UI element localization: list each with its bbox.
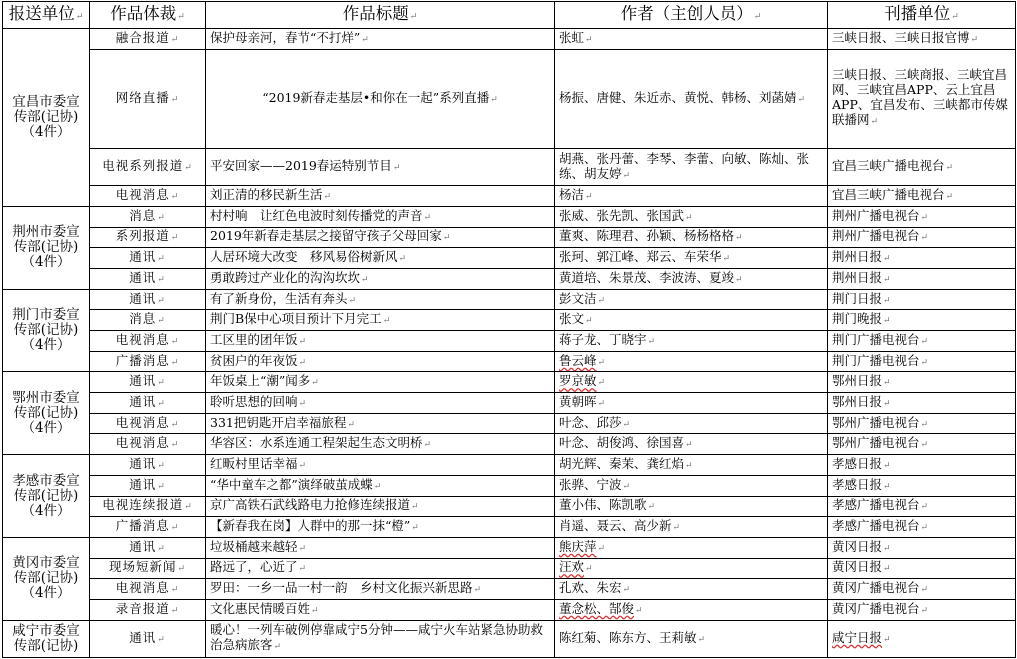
authors-cell: 张威、张先凯、张国武↵	[555, 206, 828, 227]
genre-cell: 消息↵	[90, 310, 206, 331]
title-cell: 贫困户的年夜饭↵	[206, 351, 555, 372]
genre-cell: 电视连续报道↵	[90, 496, 206, 517]
title-cell: 华容区：水系连通工程架起生态文明桥↵	[206, 434, 555, 455]
title-cell: 荆门B保中心项目预计下月完工↵	[206, 310, 555, 331]
table-row	[3, 186, 1016, 207]
authors-cell: 熊庆萍↵	[555, 537, 828, 558]
authors-cell: 杨洁↵	[555, 186, 828, 207]
outlet-cell: 荆门广播电视台↵	[828, 331, 1016, 352]
authors-cell: 孔欢、朱宏↵	[555, 579, 828, 600]
outlet-cell: 荆州广播电视台↵	[828, 227, 1016, 248]
authors-cell: 董念松、郜俊↵	[555, 599, 828, 620]
genre-cell: 通讯↵	[90, 268, 206, 289]
authors-cell: 张骅、宁波↵	[555, 475, 828, 496]
authors-cell: 黄道培、朱景茂、李波涛、夏竣↵	[555, 268, 828, 289]
outlet-cell: 孝感日报↵	[828, 455, 1016, 476]
genre-cell: 融合报道↵	[90, 29, 206, 50]
authors-cell: 杨振、唐健、朱近赤、黄悦、韩杨、刘菡婧↵	[555, 49, 828, 148]
table-row	[3, 455, 1016, 476]
title-cell: 有了新身份，生活有奔头↵	[206, 289, 555, 310]
unit-cell: 咸宁市委宣传部(记协)	[3, 620, 90, 657]
authors-cell: 董小伟、陈凯歌↵	[555, 496, 828, 517]
title-cell: 红畈村里话幸福↵	[206, 455, 555, 476]
outlet-cell: 鄂州日报↵	[828, 393, 1016, 414]
header-row	[3, 2, 1016, 29]
header-unit: 报送单位↵	[3, 2, 90, 29]
title-cell: 【新春我在岗】人群中的那一抹“橙”↵	[206, 517, 555, 538]
outlet-cell: 荆州广播电视台↵	[828, 206, 1016, 227]
table-row	[3, 558, 1016, 579]
outlet-cell: 宜昌三峡广播电视台↵	[828, 186, 1016, 207]
title-cell: 刘正清的移民新生活↵	[206, 186, 555, 207]
title-cell: 聆听思想的回响↵	[206, 393, 555, 414]
genre-cell: 通讯↵	[90, 372, 206, 393]
table-row	[3, 248, 1016, 269]
header-authors: 作者（主创人员）↵	[555, 2, 828, 29]
outlet-cell: 荆门晚报↵	[828, 310, 1016, 331]
title-cell: 保护母亲河，春节“不打烊”↵	[206, 29, 555, 50]
authors-cell: 黄朝晖↵	[555, 393, 828, 414]
works-table	[2, 1, 1016, 658]
title-cell: 村村响 让红色电波时刻传播党的声音↵	[206, 206, 555, 227]
title-cell: 平安回家——2019春运特别节目↵	[206, 149, 555, 186]
genre-cell: 网络直播↵	[90, 49, 206, 148]
authors-cell: 罗京敏↵	[555, 372, 828, 393]
authors-cell: 汪欢↵	[555, 558, 828, 579]
title-cell: “华中童车之都”演绎破茧成蝶↵	[206, 475, 555, 496]
authors-cell: 彭文洁↵	[555, 289, 828, 310]
table-row	[3, 599, 1016, 620]
table-row	[3, 372, 1016, 393]
header-title: 作品标题↵	[206, 2, 555, 29]
genre-cell: 通讯↵	[90, 537, 206, 558]
table-row	[3, 268, 1016, 289]
outlet-cell: 黄冈日报↵	[828, 537, 1016, 558]
authors-cell: 胡光辉、秦茉、龚红焰↵	[555, 455, 828, 476]
authors-cell: 张文↵	[555, 310, 828, 331]
table-row	[3, 149, 1016, 186]
table-row	[3, 579, 1016, 600]
title-cell: 331把钥匙开启幸福旅程↵	[206, 413, 555, 434]
table-row	[3, 331, 1016, 352]
authors-cell: 肖遥、聂云、高少新↵	[555, 517, 828, 538]
genre-cell: 通讯↵	[90, 393, 206, 414]
outlet-cell: 荆门日报↵	[828, 289, 1016, 310]
outlet-cell: 鄂州广播电视台↵	[828, 413, 1016, 434]
title-cell: 年饭桌上“潮”闻多↵	[206, 372, 555, 393]
outlet-cell: 孝感广播电视台↵	[828, 496, 1016, 517]
table-row	[3, 413, 1016, 434]
authors-cell: 鲁云峰↵	[555, 351, 828, 372]
header-outlet: 刊播单位↵	[828, 2, 1016, 29]
genre-cell: 通讯↵	[90, 620, 206, 657]
unit-cell: 鄂州市委宣传部(记协)（4件）	[3, 372, 90, 455]
table-row	[3, 517, 1016, 538]
authors-cell: 董爽、陈理君、孙颖、杨杨格格↵	[555, 227, 828, 248]
outlet-cell: 荆州日报↵	[828, 248, 1016, 269]
genre-cell: 录音报道↵	[90, 599, 206, 620]
genre-cell: 电视消息↵	[90, 579, 206, 600]
genre-cell: 通讯↵	[90, 475, 206, 496]
genre-cell: 现场短新闻↵	[90, 558, 206, 579]
header-genre: 作品体裁↵	[90, 2, 206, 29]
title-cell: 人居环境大改变 移风易俗树新风↵	[206, 248, 555, 269]
authors-cell: 叶念、邱莎↵	[555, 413, 828, 434]
unit-cell: 孝感市委宣传部(记协)（4件）	[3, 455, 90, 538]
table-row	[3, 393, 1016, 414]
authors-cell: 陈红菊、陈东方、王莉敏↵	[555, 620, 828, 657]
unit-cell: 黄冈市委宣传部(记协)（4件）	[3, 537, 90, 620]
table-row	[3, 537, 1016, 558]
authors-cell: 胡燕、张丹蕾、李琴、李蕾、向敏、陈灿、张练、胡友婷↵	[555, 149, 828, 186]
table-row	[3, 496, 1016, 517]
unit-cell: 宜昌市委宣传部(记协)（4件）	[3, 29, 90, 207]
authors-cell: 张珂、郭江峰、郑云、车荣华↵	[555, 248, 828, 269]
table-row	[3, 310, 1016, 331]
unit-cell: 荆门市委宣传部(记协)（4件）	[3, 289, 90, 372]
genre-cell: 系列报道↵	[90, 227, 206, 248]
outlet-cell: 三峡日报、三峡日报官博↵	[828, 29, 1016, 50]
outlet-cell: 三峡日报、三峡商报、三峡宜昌网、三峡宜昌APP、云上宜昌APP、宜昌发布、三峡都市传媒联播网↵	[828, 49, 1016, 148]
authors-cell: 蒋子龙、丁晓宇↵	[555, 331, 828, 352]
outlet-cell: 孝感日报↵	[828, 475, 1016, 496]
table-row	[3, 49, 1016, 148]
title-cell: 工区里的团年饭↵	[206, 331, 555, 352]
outlet-cell: 黄冈广播电视台↵	[828, 579, 1016, 600]
title-cell: “2019新春走基层•和你在一起”系列直播↵	[206, 49, 555, 148]
genre-cell: 广播消息↵	[90, 517, 206, 538]
table-row	[3, 289, 1016, 310]
outlet-cell: 黄冈广播电视台↵	[828, 599, 1016, 620]
outlet-cell: 鄂州日报↵	[828, 372, 1016, 393]
table-row	[3, 29, 1016, 50]
table-row	[3, 227, 1016, 248]
title-cell: 暖心！一列车破例停靠咸宁5分钟——咸宁火车站紧急协助救治急病旅客↵	[206, 620, 555, 657]
title-cell: 勇敢跨过产业化的沟沟坎坎↵	[206, 268, 555, 289]
table-row	[3, 351, 1016, 372]
outlet-cell: 孝感广播电视台↵	[828, 517, 1016, 538]
title-cell: 2019年新春走基层之接留守孩子父母回家↵	[206, 227, 555, 248]
title-cell: 京广高铁石武线路电力抢修连续报道↵	[206, 496, 555, 517]
outlet-cell: 鄂州广播电视台↵	[828, 434, 1016, 455]
genre-cell: 通讯↵	[90, 289, 206, 310]
outlet-cell: 荆州日报↵	[828, 268, 1016, 289]
genre-cell: 电视系列报道↵	[90, 149, 206, 186]
genre-cell: 电视消息↵	[90, 186, 206, 207]
outlet-cell: 荆门广播电视台↵	[828, 351, 1016, 372]
title-cell: 路远了，心近了↵	[206, 558, 555, 579]
authors-cell: 张虹↵	[555, 29, 828, 50]
genre-cell: 通讯↵	[90, 248, 206, 269]
table-row	[3, 620, 1016, 657]
title-cell: 罗田：一乡一品一村一韵 乡村文化振兴新思路↵	[206, 579, 555, 600]
title-cell: 垃圾桶越来越轻↵	[206, 537, 555, 558]
title-cell: 文化惠民情暖百姓↵	[206, 599, 555, 620]
table-row	[3, 434, 1016, 455]
genre-cell: 通讯↵	[90, 455, 206, 476]
outlet-cell: 黄冈日报↵	[828, 558, 1016, 579]
authors-cell: 叶念、胡俊鸿、徐国喜↵	[555, 434, 828, 455]
outlet-cell: 咸宁日报↵	[828, 620, 1016, 657]
genre-cell: 电视消息↵	[90, 413, 206, 434]
genre-cell: 消息↵	[90, 206, 206, 227]
genre-cell: 电视消息↵	[90, 331, 206, 352]
outlet-cell: 宜昌三峡广播电视台↵	[828, 149, 1016, 186]
genre-cell: 广播消息↵	[90, 351, 206, 372]
genre-cell: 电视消息↵	[90, 434, 206, 455]
unit-cell: 荆州市委宣传部(记协)（4件）	[3, 206, 90, 289]
table-row	[3, 475, 1016, 496]
table-row	[3, 206, 1016, 227]
